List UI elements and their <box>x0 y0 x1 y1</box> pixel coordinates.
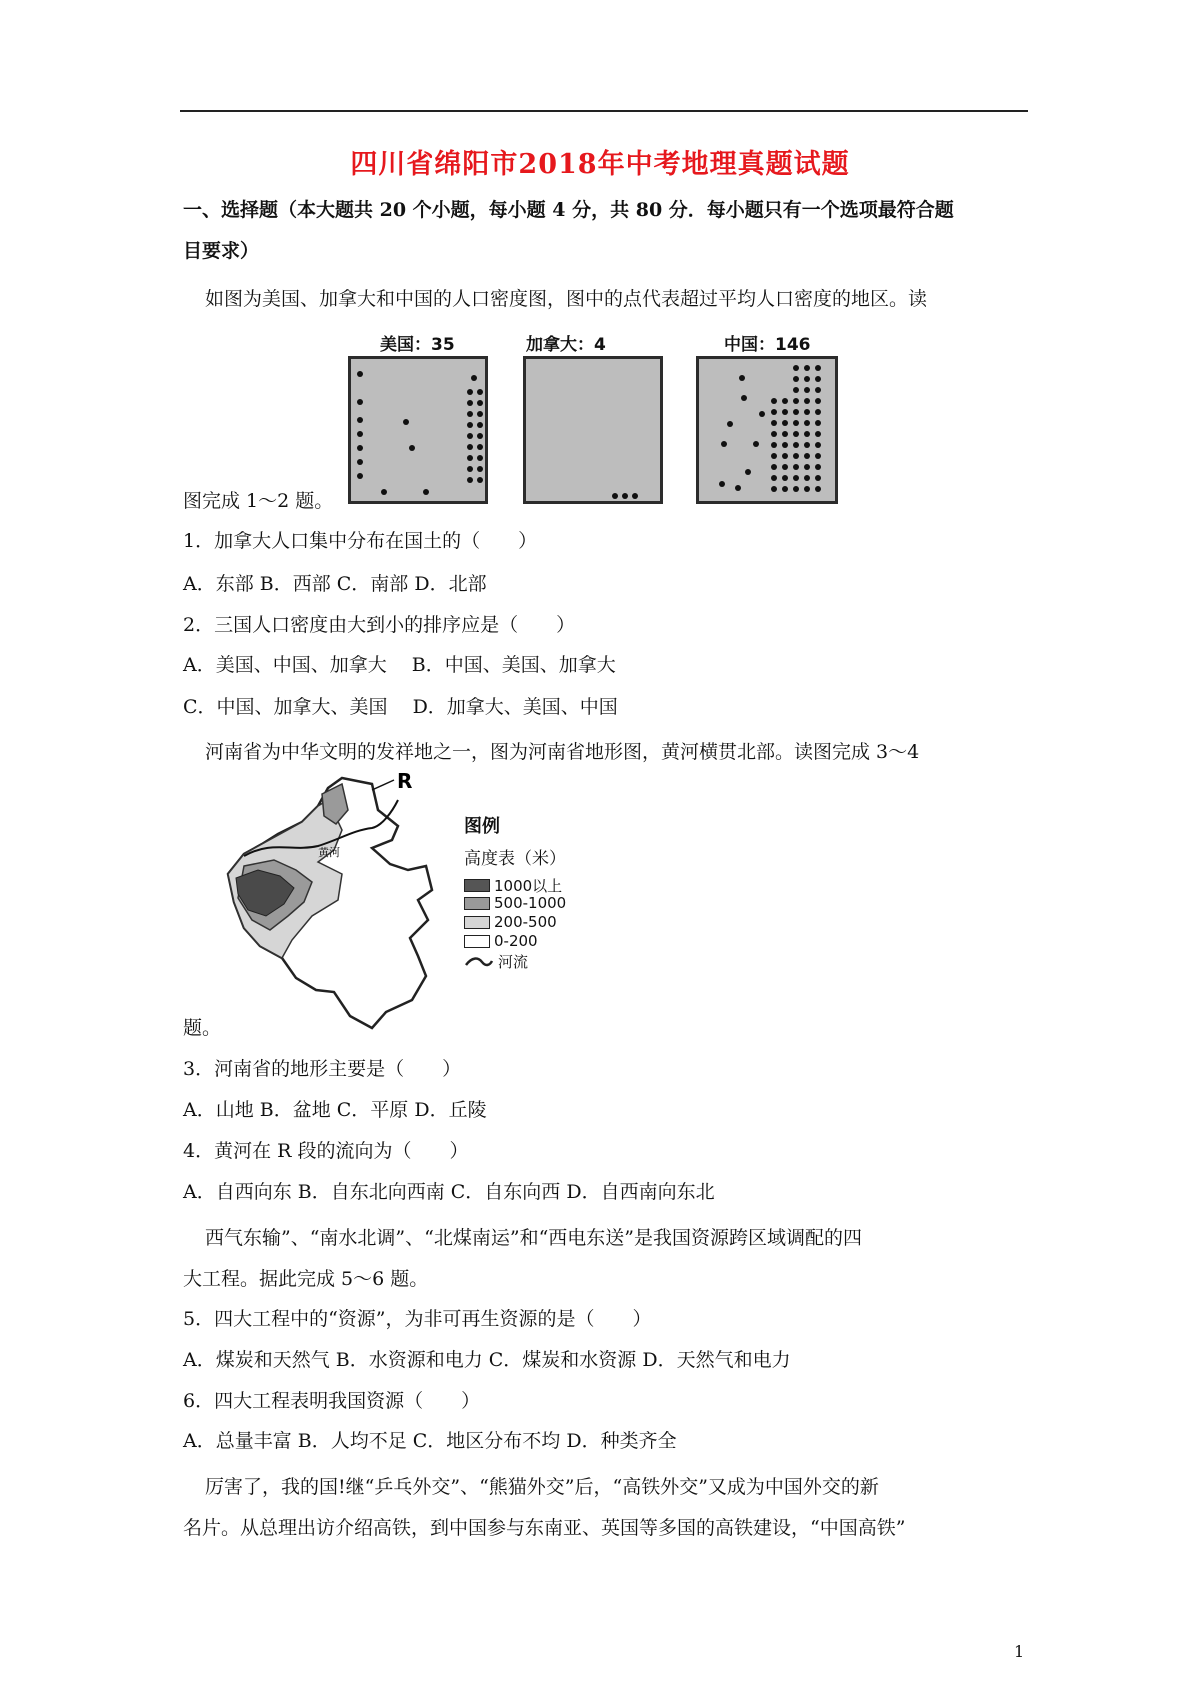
density-dot <box>771 409 777 415</box>
density-dot <box>782 420 788 426</box>
density-dot <box>771 475 777 481</box>
density-dot <box>357 371 363 377</box>
density-dot <box>815 442 821 448</box>
question-5-stem: 5．四大工程中的“资源”，为非可再生资源的是（ ） <box>183 1308 652 1330</box>
density-panel-canada <box>523 356 663 504</box>
density-dot <box>612 493 618 499</box>
question-5-options: A．煤炭和天然气 B．水资源和电力 C．煤炭和水资源 D．天然气和电力 <box>183 1349 791 1371</box>
density-dot <box>782 442 788 448</box>
density-dot <box>381 489 387 495</box>
density-dot <box>467 389 473 395</box>
panel-label-canada: 加拿大：4 <box>526 335 606 355</box>
density-dot <box>804 409 810 415</box>
density-dot <box>815 420 821 426</box>
henan-terrain-map <box>222 770 482 1030</box>
legend-item-200-500 <box>464 913 557 931</box>
header-rule <box>180 110 1028 112</box>
question-4-stem: 4．黄河在 R 段的流向为（ ） <box>183 1140 469 1162</box>
density-dot <box>771 431 777 437</box>
density-dot <box>804 475 810 481</box>
density-dot <box>477 444 483 450</box>
density-panel-usa <box>348 356 488 504</box>
map-label-r: R <box>397 770 413 793</box>
density-dot <box>727 421 733 427</box>
density-dot <box>804 365 810 371</box>
density-dot <box>403 419 409 425</box>
density-dot <box>793 420 799 426</box>
question-4-options: A．自西向东 B．自东北向西南 C．自东向西 D．自西南向东北 <box>183 1181 715 1203</box>
question-6-options: A．总量丰富 B．人均不足 C．地区分布不均 D．种类齐全 <box>183 1430 677 1452</box>
density-dot <box>815 431 821 437</box>
density-dot <box>739 375 745 381</box>
density-dot <box>467 411 473 417</box>
density-dot <box>477 477 483 483</box>
density-dot <box>471 375 477 381</box>
legend-label: 200-500 <box>494 913 557 931</box>
legend-label: 1000以上 <box>494 877 563 895</box>
page-title: 四川省绵阳市2018年中考地理真题试题 <box>350 149 850 180</box>
density-dot <box>467 444 473 450</box>
density-dot <box>357 399 363 405</box>
density-dot <box>467 433 473 439</box>
density-dot <box>782 431 788 437</box>
section-heading: 一、选择题（本大题共 20 个小题，每小题 4 分，共 80 分．每小题只有一个选项最符合题 <box>183 199 954 221</box>
legend-item-river <box>464 951 528 972</box>
density-dot <box>815 486 821 492</box>
legend-label: 500-1000 <box>494 894 567 912</box>
passage-4-line-2: 名片。从总理出访介绍高铁，到中国参与东南亚、英国等多国的高铁建设，“中国高铁” <box>183 1517 906 1539</box>
density-dot <box>793 442 799 448</box>
density-dot <box>793 376 799 382</box>
question-3-stem: 3．河南省的地形主要是（ ） <box>183 1058 462 1080</box>
figure2-intro-cont: 题。 <box>183 1017 222 1039</box>
density-dot <box>477 455 483 461</box>
density-dot <box>771 453 777 459</box>
legend-swatch <box>464 879 490 892</box>
density-dot <box>815 475 821 481</box>
density-dot <box>804 398 810 404</box>
density-dot <box>753 441 759 447</box>
legend-subtitle: 高度表（米） <box>464 849 566 869</box>
density-dot <box>357 431 363 437</box>
density-dot <box>815 464 821 470</box>
page-number: 1 <box>1014 1642 1025 1661</box>
passage-4-line-1: 厉害了，我的国!继“乒乓外交”、“熊猫外交”后，“高铁外交”又成为中国外交的新 <box>205 1476 879 1498</box>
density-dot <box>815 365 821 371</box>
density-dot <box>793 365 799 371</box>
density-dot <box>793 453 799 459</box>
density-dot <box>804 376 810 382</box>
density-dot <box>719 481 725 487</box>
density-dot <box>804 453 810 459</box>
density-dot <box>477 400 483 406</box>
map-label-yellow-river: 黄河 <box>318 846 340 859</box>
section-heading-cont: 目要求） <box>183 240 260 262</box>
legend-swatch <box>464 935 490 948</box>
passage-3-line-2: 大工程。据此完成 5～6 题。 <box>183 1268 429 1290</box>
density-dot <box>793 431 799 437</box>
density-dot <box>771 464 777 470</box>
question-6-stem: 6．四大工程表明我国资源（ ） <box>183 1390 481 1412</box>
density-dot <box>467 466 473 472</box>
density-dot <box>745 469 751 475</box>
density-dot <box>793 486 799 492</box>
legend-item-1000-plus <box>464 875 562 896</box>
density-dot <box>467 400 473 406</box>
density-dot <box>804 486 810 492</box>
density-dot <box>804 431 810 437</box>
legend-title: 图例 <box>464 816 500 837</box>
legend-item-0-200 <box>464 932 538 950</box>
density-dot <box>409 445 415 451</box>
density-dot <box>782 464 788 470</box>
density-dot <box>477 422 483 428</box>
river-symbol-icon <box>464 955 494 969</box>
legend-label: 河流 <box>498 953 529 971</box>
density-dot <box>782 453 788 459</box>
density-dot <box>771 420 777 426</box>
question-2-stem: 2．三国人口密度由大到小的排序应是（ ） <box>183 614 576 636</box>
density-dot <box>815 453 821 459</box>
density-dot <box>793 409 799 415</box>
density-dot <box>759 411 765 417</box>
density-dot <box>815 376 821 382</box>
density-dot <box>735 485 741 491</box>
density-dot <box>477 411 483 417</box>
density-dot <box>804 464 810 470</box>
density-dot <box>477 466 483 472</box>
figure1-intro: 如图为美国、加拿大和中国的人口密度图，图中的点代表超过平均人口密度的地区。读 <box>205 288 928 310</box>
density-dot <box>357 473 363 479</box>
density-dot <box>804 387 810 393</box>
density-dot <box>423 489 429 495</box>
density-dot <box>782 486 788 492</box>
density-dot <box>477 389 483 395</box>
question-1-options: A．东部 B．西部 C．南部 D．北部 <box>183 573 487 595</box>
density-dot <box>793 475 799 481</box>
question-1-stem: 1．加拿大人口集中分布在国土的（ ） <box>183 530 538 552</box>
density-dot <box>467 422 473 428</box>
density-dot <box>721 441 727 447</box>
legend-swatch <box>464 897 490 910</box>
figure2-intro: 河南省为中华文明的发祥地之一，图为河南省地形图，黄河横贯北部。读图完成 3～4 <box>205 741 920 763</box>
legend-item-500-1000 <box>464 894 566 912</box>
density-dot <box>793 387 799 393</box>
figure1-intro-cont: 图完成 1～2 题。 <box>183 490 334 512</box>
density-dot <box>782 475 788 481</box>
r-pointer-line <box>372 780 394 790</box>
density-dot <box>357 459 363 465</box>
density-dot <box>815 409 821 415</box>
density-dot <box>804 442 810 448</box>
legend-label: 0-200 <box>494 932 538 950</box>
density-dot <box>622 493 628 499</box>
legend-swatch <box>464 916 490 929</box>
density-dot <box>357 417 363 423</box>
panel-label-china: 中国：146 <box>724 335 811 355</box>
density-panel-china <box>696 356 838 504</box>
density-dot <box>793 464 799 470</box>
question-3-options: A．山地 B．盆地 C．平原 D．丘陵 <box>183 1099 487 1121</box>
density-dot <box>632 493 638 499</box>
density-dot <box>467 455 473 461</box>
question-2-options-b: C．中国、加拿大、美国 D．加拿大、美国、中国 <box>183 696 618 718</box>
density-dot <box>782 398 788 404</box>
density-dot <box>793 398 799 404</box>
passage-3-line-1: 西气东输”、“南水北调”、“北煤南运”和“西电东送”是我国资源跨区域调配的四 <box>205 1227 862 1249</box>
question-2-options-a: A．美国、中国、加拿大 B．中国、美国、加拿大 <box>183 654 616 676</box>
density-dot <box>804 420 810 426</box>
density-dot <box>815 398 821 404</box>
density-dot <box>771 486 777 492</box>
density-dot <box>815 387 821 393</box>
panel-label-usa: 美国：35 <box>380 335 455 355</box>
density-dot <box>741 395 747 401</box>
density-dot <box>771 442 777 448</box>
density-dot <box>357 445 363 451</box>
density-dot <box>782 409 788 415</box>
density-dot <box>771 398 777 404</box>
density-dot <box>467 477 473 483</box>
density-dot <box>477 433 483 439</box>
